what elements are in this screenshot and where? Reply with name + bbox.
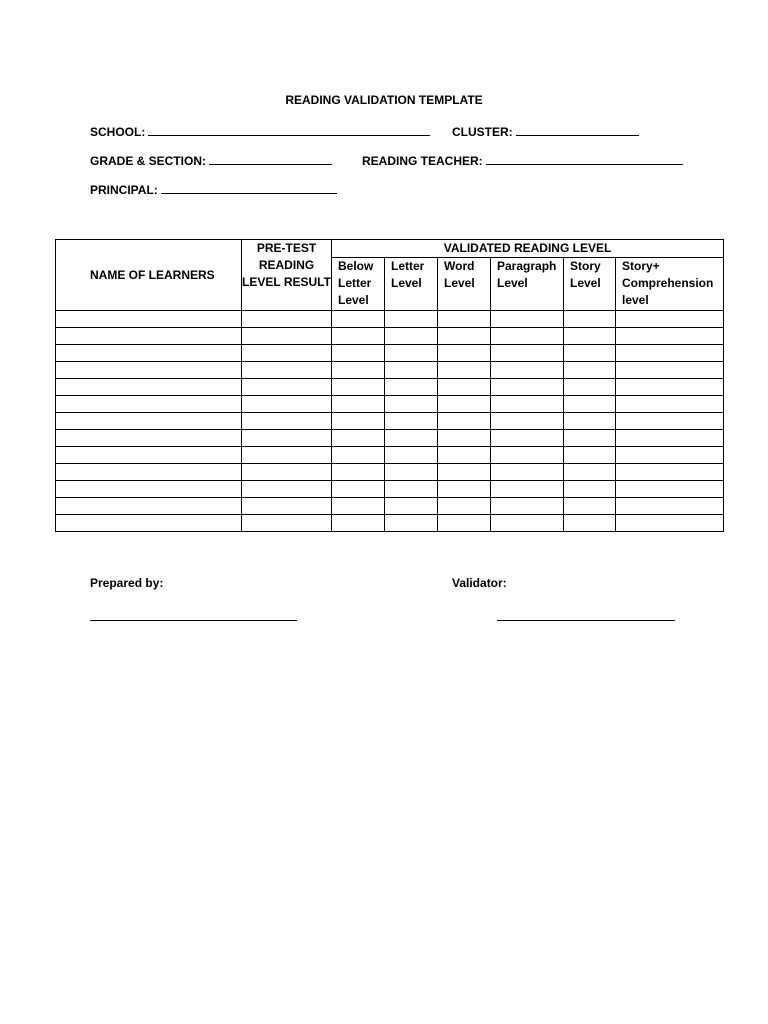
table-cell[interactable] — [385, 311, 438, 328]
table-cell[interactable] — [616, 430, 724, 447]
table-cell[interactable] — [385, 498, 438, 515]
header-validated-reading-level: VALIDATED READING LEVEL — [332, 240, 724, 258]
table-cell[interactable] — [385, 396, 438, 413]
table-cell[interactable] — [332, 447, 385, 464]
learners-table-body — [56, 311, 724, 532]
principal-input-line[interactable] — [161, 182, 337, 194]
table-cell[interactable] — [385, 515, 438, 532]
header-name-of-learners: NAME OF LEARNERS — [56, 240, 242, 311]
header-story-level: Story Level — [564, 258, 616, 311]
table-cell[interactable] — [385, 481, 438, 498]
table-row — [56, 464, 724, 481]
validator-label: Validator: — [452, 576, 507, 590]
table-cell[interactable] — [564, 430, 616, 447]
table-cell[interactable] — [564, 515, 616, 532]
table-cell[interactable] — [491, 447, 564, 464]
header-letter-level: Letter Level — [385, 258, 438, 311]
table-cell[interactable] — [332, 379, 385, 396]
table-cell[interactable] — [332, 498, 385, 515]
prepared-by-label: Prepared by: — [90, 576, 164, 590]
table-cell[interactable] — [385, 362, 438, 379]
header-below-letter-level: Below Letter Level — [332, 258, 385, 311]
table-cell[interactable] — [242, 498, 332, 515]
table-row — [56, 481, 724, 498]
table-cell[interactable] — [438, 447, 491, 464]
table-cell[interactable] — [385, 328, 438, 345]
table-cell[interactable] — [332, 396, 385, 413]
table-cell[interactable] — [564, 498, 616, 515]
school-label: SCHOOL: — [90, 125, 146, 139]
table-cell[interactable] — [242, 311, 332, 328]
table-cell[interactable] — [332, 481, 385, 498]
table-cell[interactable] — [616, 447, 724, 464]
table-cell[interactable] — [616, 396, 724, 413]
table-cell[interactable] — [385, 345, 438, 362]
table-row — [56, 430, 724, 447]
table-cell[interactable] — [242, 515, 332, 532]
table-cell[interactable] — [438, 464, 491, 481]
table-row — [56, 379, 724, 396]
table-cell[interactable] — [438, 328, 491, 345]
table-row — [56, 447, 724, 464]
table-row — [56, 413, 724, 430]
reading-teacher-label: READING TEACHER: — [362, 154, 483, 168]
table-cell[interactable] — [438, 413, 491, 430]
table-cell[interactable] — [242, 379, 332, 396]
table-cell[interactable] — [491, 345, 564, 362]
table-cell[interactable] — [56, 413, 242, 430]
reading-teacher-input-line[interactable] — [486, 153, 683, 165]
grade-section-field — [90, 153, 332, 168]
table-cell[interactable] — [56, 328, 242, 345]
header-paragraph-level: Paragraph Level — [491, 258, 564, 311]
table-cell[interactable] — [332, 464, 385, 481]
table-cell[interactable] — [242, 396, 332, 413]
table-cell[interactable] — [616, 379, 724, 396]
table-cell[interactable] — [438, 430, 491, 447]
table-cell[interactable] — [242, 362, 332, 379]
table-cell[interactable] — [56, 345, 242, 362]
table-cell[interactable] — [56, 481, 242, 498]
table-cell[interactable] — [491, 362, 564, 379]
table-cell[interactable] — [491, 379, 564, 396]
table-cell[interactable] — [242, 464, 332, 481]
table-row — [56, 498, 724, 515]
header-pretest-result: PRE-TEST READING LEVEL RESULT — [242, 240, 332, 311]
grade-section-input-line[interactable] — [209, 153, 332, 165]
table-cell[interactable] — [616, 311, 724, 328]
cluster-field — [452, 124, 639, 139]
table-cell[interactable] — [616, 345, 724, 362]
prepared-by-signature-line[interactable] — [90, 620, 297, 621]
table-cell[interactable] — [242, 447, 332, 464]
table-cell[interactable] — [491, 481, 564, 498]
table-cell[interactable] — [491, 328, 564, 345]
table-cell[interactable] — [332, 362, 385, 379]
table-cell[interactable] — [56, 396, 242, 413]
table-cell[interactable] — [438, 515, 491, 532]
header-word-level: Word Level — [438, 258, 491, 311]
table-cell[interactable] — [491, 515, 564, 532]
cluster-label: CLUSTER: — [452, 125, 513, 139]
document-title: READING VALIDATION TEMPLATE — [285, 93, 483, 107]
table-cell[interactable] — [564, 328, 616, 345]
table-cell[interactable] — [616, 481, 724, 498]
table-cell[interactable] — [242, 430, 332, 447]
table-cell[interactable] — [56, 430, 242, 447]
table-cell[interactable] — [616, 413, 724, 430]
table-cell[interactable] — [616, 362, 724, 379]
table-cell[interactable] — [242, 345, 332, 362]
table-cell[interactable] — [616, 498, 724, 515]
principal-field — [90, 182, 337, 197]
table-cell[interactable] — [56, 464, 242, 481]
table-row — [56, 396, 724, 413]
table-cell[interactable] — [491, 464, 564, 481]
table-cell[interactable] — [564, 413, 616, 430]
table-cell[interactable] — [491, 413, 564, 430]
table-cell[interactable] — [616, 515, 724, 532]
table-cell[interactable] — [56, 311, 242, 328]
table-cell[interactable] — [438, 379, 491, 396]
table-cell[interactable] — [385, 413, 438, 430]
table-cell[interactable] — [56, 362, 242, 379]
validator-signature-line[interactable] — [497, 620, 675, 621]
learners-table — [55, 239, 724, 532]
table-row — [56, 311, 724, 328]
table-cell[interactable] — [564, 345, 616, 362]
table-cell[interactable] — [332, 430, 385, 447]
table-cell[interactable] — [438, 311, 491, 328]
table-cell[interactable] — [242, 481, 332, 498]
table-cell[interactable] — [385, 464, 438, 481]
table-cell[interactable] — [491, 430, 564, 447]
table-cell[interactable] — [564, 447, 616, 464]
table-cell[interactable] — [242, 328, 332, 345]
table-cell[interactable] — [332, 311, 385, 328]
table-cell[interactable] — [332, 345, 385, 362]
table-cell[interactable] — [332, 328, 385, 345]
grade-section-label: GRADE & SECTION: — [90, 154, 207, 168]
table-row — [56, 345, 724, 362]
table-cell[interactable] — [56, 498, 242, 515]
table-cell[interactable] — [438, 362, 491, 379]
cluster-input-line[interactable] — [516, 124, 639, 136]
table-cell[interactable] — [564, 379, 616, 396]
table-cell[interactable] — [438, 481, 491, 498]
table-cell[interactable] — [491, 311, 564, 328]
table-cell[interactable] — [332, 413, 385, 430]
school-input-line[interactable] — [148, 124, 430, 136]
table-cell[interactable] — [564, 311, 616, 328]
table-cell[interactable] — [438, 498, 491, 515]
table-cell[interactable] — [564, 481, 616, 498]
table-cell[interactable] — [385, 430, 438, 447]
table-cell[interactable] — [332, 515, 385, 532]
table-cell[interactable] — [438, 396, 491, 413]
table-cell[interactable] — [564, 362, 616, 379]
table-cell[interactable] — [385, 447, 438, 464]
table-row — [56, 515, 724, 532]
table-cell[interactable] — [56, 447, 242, 464]
table-cell[interactable] — [242, 413, 332, 430]
table-cell[interactable] — [616, 464, 724, 481]
table-cell[interactable] — [616, 328, 724, 345]
table-row — [56, 328, 724, 345]
table-cell[interactable] — [56, 379, 242, 396]
principal-label: PRINCIPAL: — [90, 183, 158, 197]
table-cell[interactable] — [491, 396, 564, 413]
table-cell[interactable] — [564, 396, 616, 413]
table-cell[interactable] — [491, 498, 564, 515]
table-cell[interactable] — [56, 515, 242, 532]
school-field — [90, 124, 430, 139]
table-cell[interactable] — [564, 464, 616, 481]
table-row — [56, 362, 724, 379]
table-cell[interactable] — [385, 379, 438, 396]
table-cell[interactable] — [438, 345, 491, 362]
header-story-comprehension-level: Story+ Comprehension level — [616, 258, 724, 311]
reading-teacher-field — [362, 153, 683, 168]
